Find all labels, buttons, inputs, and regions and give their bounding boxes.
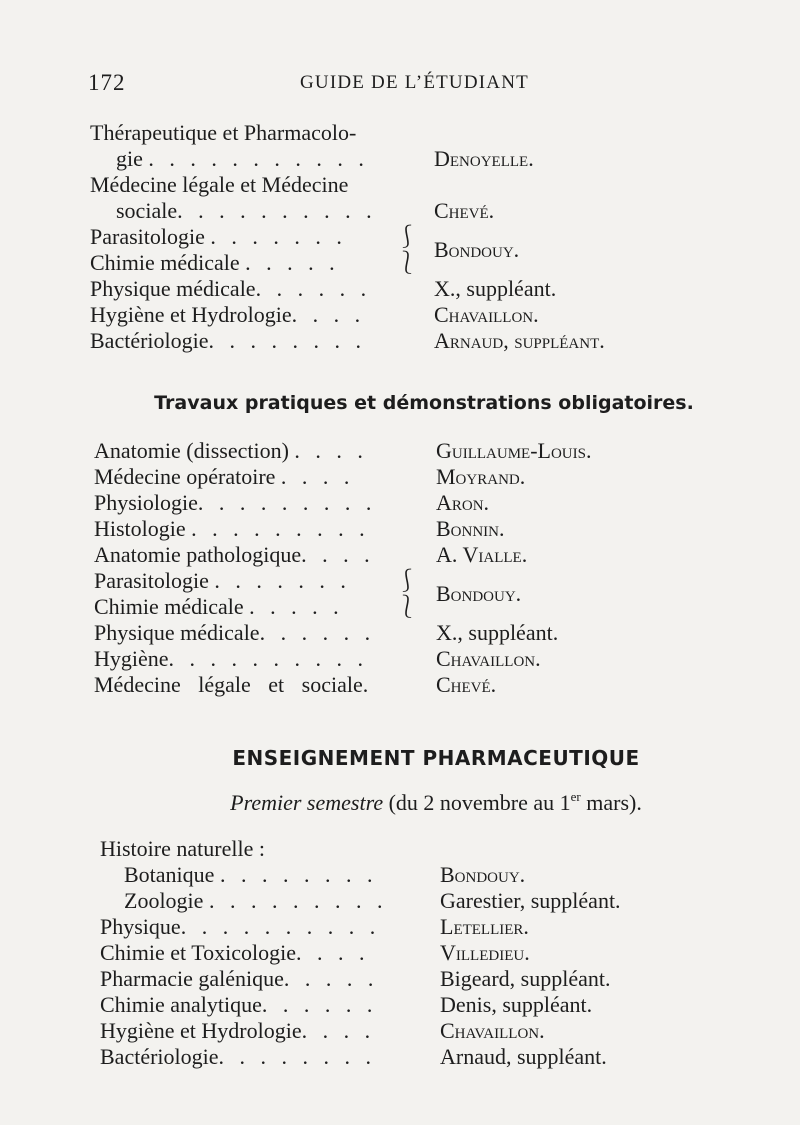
instructor-name: X., suppléant. xyxy=(434,276,557,301)
instructor-name: Moyrand. xyxy=(436,464,526,489)
instructor-name: Denis, suppléant. xyxy=(440,992,593,1017)
leader-dots: . . . . xyxy=(291,302,366,327)
leader-dots: . . . . xyxy=(301,1018,376,1043)
leader-dots: . . . . xyxy=(280,464,355,489)
leader-dots: . . . . . . . xyxy=(214,568,351,593)
course-name: Physiologie xyxy=(94,490,198,515)
instructor-name: Chevé. xyxy=(434,198,495,223)
instructor-name: Bondouy. xyxy=(440,862,526,887)
instructor-name: Aron. xyxy=(436,490,490,515)
instructor-name: Bonnin. xyxy=(436,516,505,541)
list-item xyxy=(0,224,800,262)
course-name: Botanique xyxy=(124,862,215,887)
bracket-bottom-icon: ⎱ xyxy=(396,250,419,275)
course-list-2 xyxy=(0,438,800,698)
instructor-name: Chavaillon. xyxy=(440,1018,545,1043)
leader-dots: . . . . . . . . . xyxy=(191,516,370,541)
leader-dots: . . . . . . . . . . . xyxy=(148,146,369,171)
course-name: Chimie analytique xyxy=(100,992,262,1017)
course-list-3 xyxy=(0,836,800,1070)
leader-dots: . . . . . . . . xyxy=(218,1044,377,1069)
bracket-top-icon: ⎰ xyxy=(396,224,419,249)
leader-dots: . . . . . . . . . . xyxy=(177,198,377,223)
list-item xyxy=(0,568,800,606)
list-item xyxy=(0,1044,800,1070)
instructor-name: Arnaud, suppléant. xyxy=(440,1044,607,1069)
leader-dots: . . . . . . . . . xyxy=(208,888,388,913)
bracket-bottom-icon: ⎱ xyxy=(396,594,419,619)
page-number: 172 xyxy=(88,70,126,95)
list-item xyxy=(0,302,800,328)
list-item xyxy=(0,542,800,568)
list-item xyxy=(0,862,800,888)
instructor-name: Bigeard, suppléant. xyxy=(440,966,611,991)
leader-dots: . . . . . . . . . . xyxy=(180,914,381,939)
instructor-name: A. Vialle. xyxy=(436,542,528,567)
list-item xyxy=(0,250,800,276)
list-item xyxy=(0,1018,800,1044)
course-name: Médecine opératoire xyxy=(94,464,276,489)
list-item xyxy=(0,516,800,542)
leader-dots: . . . . . . xyxy=(261,992,378,1017)
list-item xyxy=(0,672,800,698)
instructor-name: Arnaud, suppléant. xyxy=(434,328,605,353)
semester-label: Premier semestre xyxy=(230,790,384,815)
leader-dots: . . . . . xyxy=(245,250,340,275)
group-heading: Histoire naturelle : xyxy=(100,836,265,861)
course-name: Hygiène et Hydrologie xyxy=(90,302,292,327)
course-name: Anatomie pathologique xyxy=(94,542,302,567)
leader-dots: . . . . . . xyxy=(255,276,372,301)
leader-dots: . . . . . xyxy=(283,966,379,991)
instructor-name: Chavaillon. xyxy=(436,646,541,671)
instructor-name: Garestier, suppléant. xyxy=(440,888,621,913)
semester-dates-end: mars). xyxy=(580,790,642,815)
instructor-name: X., suppléant. xyxy=(436,620,559,645)
ordinal-superscript: er xyxy=(570,789,581,804)
course-name: Zoologie xyxy=(124,888,204,913)
instructor-name: Chevé. xyxy=(436,672,497,697)
instructor-name: Guillaume-Louis. xyxy=(436,438,592,463)
course-name: Physique médicale xyxy=(94,620,260,645)
leader-dots: . xyxy=(362,672,369,697)
course-list-1 xyxy=(0,120,800,354)
course-name: Hygiène xyxy=(94,646,169,671)
list-item xyxy=(0,620,800,646)
course-name: Médecine légale et Médecine xyxy=(90,172,349,197)
section-title: Travaux pratiques et démonstrations obligatoires. xyxy=(154,392,694,414)
course-name: Chimie médicale xyxy=(90,250,240,275)
list-item xyxy=(0,328,800,354)
running-header xyxy=(88,70,720,104)
course-name: Thérapeutique et Pharmacolo- xyxy=(90,120,357,145)
instructor-name: Letellier. xyxy=(440,914,529,939)
leader-dots: . . . . xyxy=(296,940,370,965)
leader-dots: . . . . . . . . . . xyxy=(168,646,369,671)
list-item xyxy=(0,146,800,172)
instructor-name: Bondouy. xyxy=(436,581,522,606)
semester-subtitle xyxy=(0,790,800,816)
list-item xyxy=(0,464,800,490)
course-name: Chimie et Toxicologie xyxy=(100,940,297,965)
leader-dots: . . . . xyxy=(301,542,375,567)
course-name: Parasitologie xyxy=(90,224,205,249)
list-item xyxy=(0,914,800,940)
course-name: Histologie xyxy=(94,516,186,541)
course-name: Anatomie (dissection) xyxy=(94,438,289,463)
list-item xyxy=(0,594,800,620)
list-heading xyxy=(0,836,800,862)
course-name: Bactériologie xyxy=(100,1044,219,1069)
leader-dots: . . . . . . . . xyxy=(219,862,378,887)
list-item xyxy=(0,888,800,914)
section-heading: ENSEIGNEMENT PHARMACEUTIQUE xyxy=(232,746,640,770)
instructor-name: Bondouy. xyxy=(434,237,520,262)
course-name: Pharmacie galénique xyxy=(100,966,284,991)
course-name: Chimie médicale xyxy=(94,594,244,619)
list-item xyxy=(0,438,800,464)
instructor-name: Denoyelle. xyxy=(434,146,534,171)
course-name: Bactériologie xyxy=(90,328,209,353)
list-item xyxy=(0,646,800,672)
list-item xyxy=(0,992,800,1018)
list-item xyxy=(0,276,800,302)
leader-dots: . . . . . . xyxy=(259,620,376,645)
course-name: gie xyxy=(116,146,143,171)
list-item xyxy=(0,120,800,146)
course-name: Hygiène et Hydrologie xyxy=(100,1018,302,1043)
running-head-title: GUIDE DE L’ÉTUDIANT xyxy=(300,72,529,93)
leader-dots: . . . . . . . . . xyxy=(197,490,377,515)
bracket-top-icon: ⎰ xyxy=(396,568,419,593)
instructor-name: Villedieu. xyxy=(440,940,530,965)
course-name: Physique xyxy=(100,914,181,939)
semester-dates: (du 2 novembre au 1 xyxy=(388,790,571,815)
instructor-name: Chavaillon. xyxy=(434,302,539,327)
list-item xyxy=(0,966,800,992)
list-item xyxy=(0,172,800,198)
list-item xyxy=(0,198,800,224)
list-item xyxy=(0,490,800,516)
course-name: Médecine légale et sociale xyxy=(94,672,363,697)
list-item xyxy=(0,940,800,966)
leader-dots: . . . . . . . . xyxy=(208,328,367,353)
leader-dots: . . . . xyxy=(294,438,368,463)
course-name: sociale xyxy=(116,198,178,223)
leader-dots: . . . . . xyxy=(249,594,344,619)
leader-dots: . . . . . . . xyxy=(210,224,347,249)
course-name: Physique médicale xyxy=(90,276,256,301)
course-name: Parasitologie xyxy=(94,568,209,593)
